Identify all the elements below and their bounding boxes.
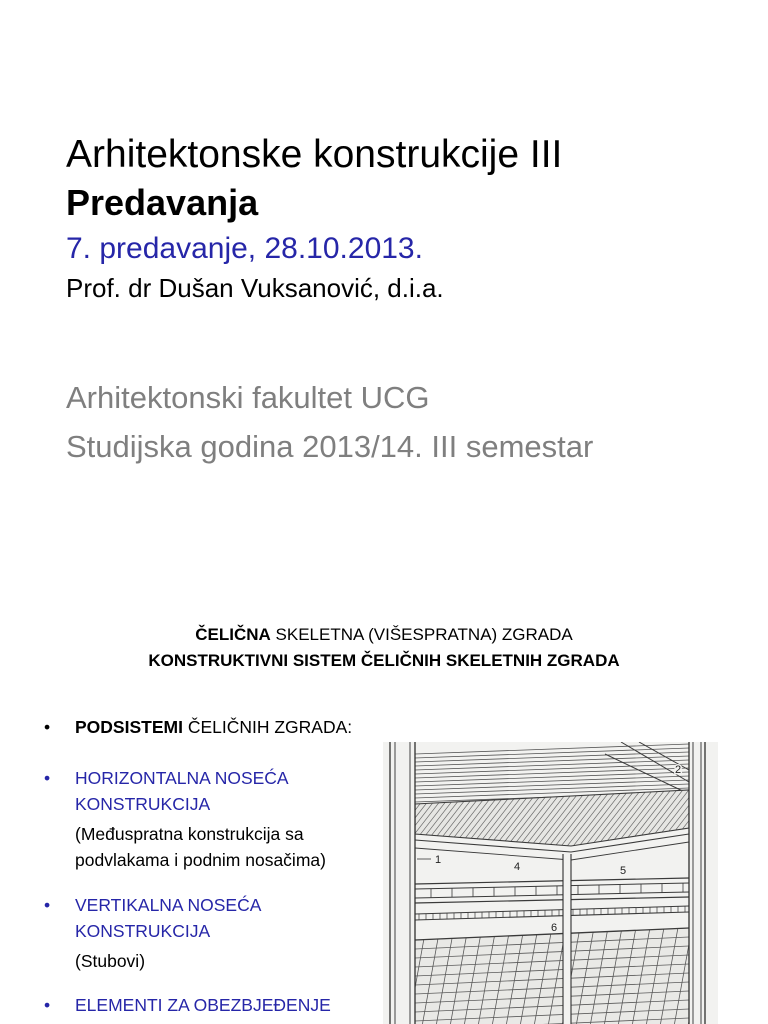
steel-frame-drawing bbox=[383, 742, 718, 1024]
slide2-heading-line2: KONSTRUKTIVNI SISTEM ČELIČNIH SKELETNIH ZGRADA bbox=[148, 651, 620, 670]
figure-label-4: 4 bbox=[514, 861, 521, 873]
figure-label-6: 6 bbox=[551, 922, 558, 934]
bullet-bracing-elements bbox=[0, 992, 372, 1024]
bullet-text: VERTIKALNA NOSEĆA KONSTRUKCIJA bbox=[75, 895, 261, 941]
left-column-body bbox=[390, 742, 415, 1024]
bullet-note-vertical: (Stubovi) bbox=[75, 951, 146, 971]
bullet-dot: • bbox=[44, 717, 51, 737]
bullet-vertical-structure bbox=[0, 892, 372, 952]
bullet-bold-word: PODSISTEMI bbox=[75, 717, 183, 737]
bullet-text bbox=[75, 714, 367, 740]
bullet-note-horizontal: (Međuspratna konstrukcija sa podvlakama i podnim nosačima) bbox=[75, 824, 326, 870]
bullet-text: ELEMENTI ZA OBEZBJEĐENJE bbox=[75, 995, 331, 1015]
lecturer-name: Prof. dr Dušan Vuksanović, d.i.a. bbox=[66, 273, 444, 303]
bullet-rest: ČELIČNIH ZGRADA: bbox=[187, 717, 353, 737]
academic-year: Studijska godina 2013/14. III semestar bbox=[66, 429, 594, 464]
heading-bold-word: ČELIČNA bbox=[195, 625, 271, 644]
left-column bbox=[390, 742, 415, 1024]
slide-subtitle: Predavanja bbox=[66, 182, 259, 223]
bullet-dot: • bbox=[44, 995, 51, 1015]
right-column-body bbox=[689, 742, 705, 1024]
slide2-heading-line1 bbox=[0, 626, 768, 643]
figure-label-2: 2 bbox=[675, 764, 682, 776]
bullet-dot: • bbox=[44, 895, 51, 915]
bullet-dot: • bbox=[44, 768, 51, 788]
lecture-date: 7. predavanje, 28.10.2013. bbox=[66, 232, 423, 265]
middle-column bbox=[563, 854, 571, 1024]
figure-label-5: 5 bbox=[620, 865, 627, 877]
bullet-text: HORIZONTALNA NOSEĆA KONSTRUKCIJA bbox=[75, 768, 288, 814]
figure-label-1: 1 bbox=[435, 854, 442, 866]
heading-rest: SKELETNA (VIŠESPRATNA) ZGRADA bbox=[275, 625, 573, 644]
faculty-name: Arhitektonski fakultet UCG bbox=[66, 380, 430, 415]
lower-slab-surface bbox=[415, 928, 689, 1024]
middle-column-body bbox=[563, 854, 571, 1024]
slide-title: Arhitektonske konstrukcije III bbox=[66, 133, 563, 176]
right-column bbox=[689, 742, 705, 1024]
bullet-horizontal-structure bbox=[0, 765, 372, 825]
